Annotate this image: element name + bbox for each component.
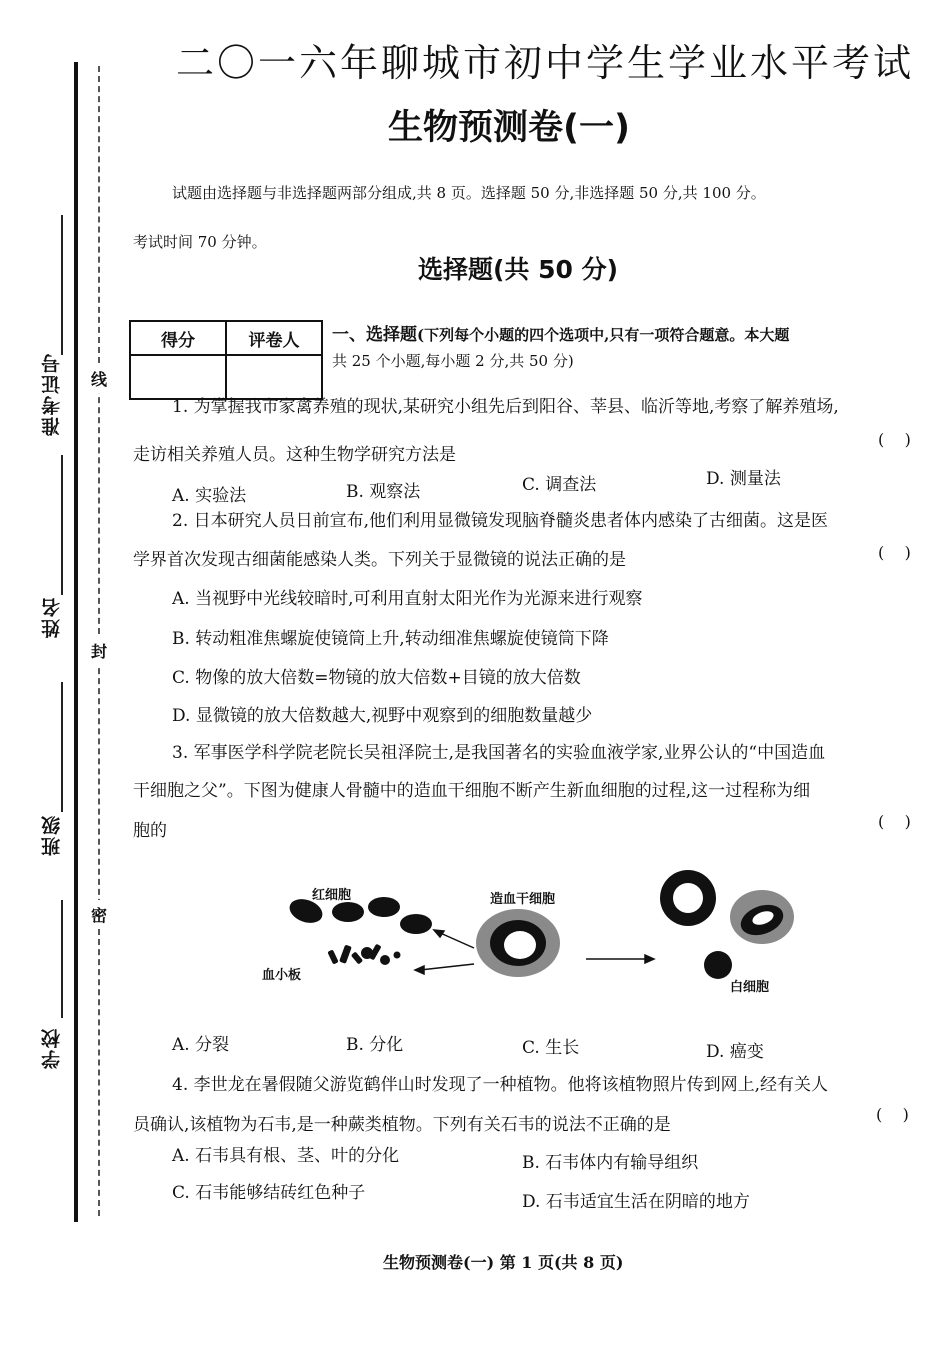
q2-stem-line-1: 2. 日本研究人员日前宣布,他们利用显微镜发现脑脊髓炎患者体内感染了古细菌。这是医: [172, 511, 829, 531]
score-header: 得分: [130, 321, 226, 355]
q4-option-b: B. 石韦体内有输导组织: [522, 1153, 699, 1173]
q1-stem-line-2: 走访相关养殖人员。这种生物学研究方法是: [133, 445, 456, 465]
q1-option-a: A. 实验法: [172, 486, 247, 506]
section-title: 选择题(共 50 分): [418, 255, 619, 284]
intro-line-1: 试题由选择题与非选择题两部分组成,共 8 页。选择题 50 分,非选择题 50 分,共 100 分。: [172, 184, 766, 202]
q3-stem-line-1: 3. 军事医学科学院老院长吴祖泽院士,是我国著名的实验血液学家,业界公认的“中国造血: [172, 743, 826, 763]
class-label: 班级: [41, 814, 63, 856]
q3-answer-blank: ( ): [878, 812, 911, 831]
cut-seal-mark: 封: [91, 636, 107, 665]
label-white-cell: 白细胞: [730, 980, 770, 995]
red-blood-cells: [286, 895, 432, 934]
q3-option-b: B. 分化: [346, 1035, 404, 1055]
name-underline: [61, 455, 63, 595]
q1-option-c: C. 调查法: [522, 475, 597, 495]
intro-line-2: 考试时间 70 分钟。: [133, 233, 267, 251]
q4-option-c: C. 石韦能够结砖红色种子: [172, 1183, 366, 1203]
grader-header: 评卷人: [226, 321, 322, 355]
q4-stem-line-1: 4. 李世龙在暑假随父游览鹤伴山时发现了一种植物。他将该植物照片传到网上,经有关人: [172, 1075, 829, 1095]
label-platelet: 血小板: [262, 968, 302, 983]
q2-option-a: A. 当视野中光线较暗时,可利用直射太阳光作为光源来进行观察: [172, 589, 643, 609]
white-blood-cells: [660, 870, 794, 979]
part-instruction-2: 共 25 个小题,每小题 2 分,共 50 分): [332, 352, 574, 370]
q3-option-d: D. 癌变: [706, 1042, 764, 1062]
q3-option-a: A. 分裂: [172, 1035, 230, 1055]
platelets: [327, 944, 400, 965]
q2-stem-line-2: 学界首次发现古细菌能感染人类。下列关于显微镜的说法正确的是: [133, 550, 626, 570]
school-label: 学校: [41, 1027, 63, 1069]
q2-answer-blank: ( ): [878, 543, 911, 562]
q3-option-c: C. 生长: [522, 1038, 580, 1058]
q4-stem-line-2: 员确认,该植物为石韦,是一种蕨类植物。下列有关石韦的说法不正确的是: [133, 1115, 671, 1135]
school-underline: [61, 900, 63, 1018]
q4-option-d: D. 石韦适宜生活在阴暗的地方: [522, 1192, 750, 1212]
q3-stem-line-3: 胞的: [133, 821, 167, 841]
exam-title: 二〇一六年聊城市初中学生学业水平考试: [176, 41, 915, 85]
cut-secret-mark: 密: [91, 900, 107, 929]
paper-subtitle: 生物预测卷(一): [388, 108, 630, 148]
q4-answer-blank: ( ): [876, 1105, 909, 1124]
q1-stem-line-1: 1. 为掌握我市家禽养殖的现状,某研究小组先后到阳谷、莘县、临沂等地,考察了解养殖场,: [172, 397, 839, 417]
q2-option-b: B. 转动粗准焦螺旋使镜筒上升,转动细准焦螺旋使镜筒下降: [172, 629, 609, 649]
page-footer: 生物预测卷(一) 第 1 页(共 8 页): [383, 1253, 624, 1272]
q4-option-a: A. 石韦具有根、茎、叶的分化: [172, 1146, 400, 1166]
label-red-cell: 红细胞: [312, 888, 352, 903]
class-underline: [61, 682, 63, 812]
score-table: [129, 320, 323, 400]
part-heading-text: 一、选择题: [332, 325, 417, 345]
q3-stem-line-2: 干细胞之父”。下图为健康人骨髓中的造血干细胞不断产生新血细胞的过程,这一过程称为细: [133, 781, 811, 801]
exam-id-underline: [61, 215, 63, 355]
q2-option-d: D. 显微镜的放大倍数越大,视野中观察到的细胞数量越少: [172, 706, 593, 726]
part-heading: [332, 320, 789, 345]
exam-id-label: 准考证号: [41, 352, 63, 436]
binding-line-thick: [74, 62, 78, 1222]
label-stem-cell: 造血干细胞: [490, 892, 556, 907]
name-label: 姓名: [41, 596, 63, 638]
q2-option-c: C. 物像的放大倍数=物镜的放大倍数+目镜的放大倍数: [172, 668, 581, 688]
q1-option-d: D. 测量法: [706, 469, 781, 489]
part-instruction-1: (下列每个小题的四个选项中,只有一项符合题意。本大题: [417, 326, 790, 344]
q1-answer-blank: ( ): [878, 430, 911, 449]
q1-option-b: B. 观察法: [346, 482, 421, 502]
cut-line-mark: 线: [91, 364, 107, 393]
stem-cell: [476, 909, 560, 977]
